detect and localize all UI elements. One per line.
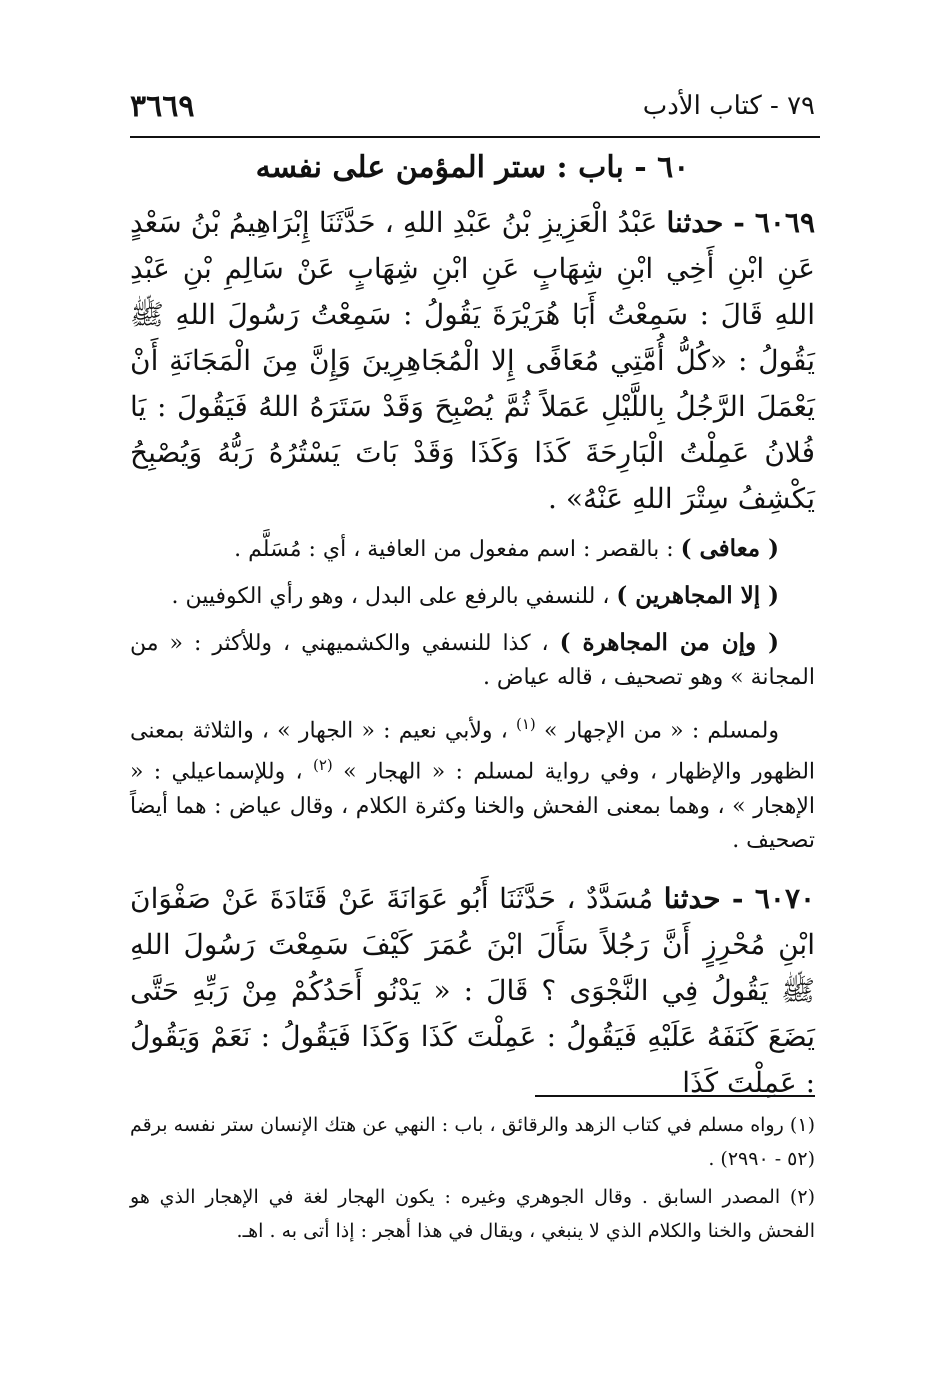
commentary-item	[130, 707, 815, 858]
hadith-6069-paragraph	[130, 200, 815, 522]
hadith-6070	[130, 876, 815, 1106]
commentary-term: ( وإن من المجاهرة )	[559, 629, 779, 656]
footnotes	[130, 1108, 815, 1252]
commentary-item	[130, 579, 815, 614]
commentary-term: ( إلا المجاهرين )	[616, 582, 779, 609]
hadith-6069	[130, 200, 815, 522]
page-header	[130, 86, 815, 126]
commentary	[130, 532, 815, 858]
commentary-text: : بالقصر : اسم مفعول من العافية ، أي : مُسَلَّم .	[234, 537, 681, 562]
commentary-text: ولمسلم : « من الإجهار »	[543, 718, 779, 744]
main-text	[130, 200, 815, 1106]
footnote-divider	[535, 1095, 815, 1097]
hadith-6069-text: عَبْدُ الْعَزِيزِ بْنُ عَبْدِ اللهِ ، حَدَّثَنَا إِبْرَاهِيمُ بْنُ سَعْدٍ عَنِ ابْنِ أَخِي ابْنِ شِهَابٍ عَنِ ابْنِ شِهَابٍ عَنْ سَالِمِ بْنِ عَبْدِ اللهِ قَالَ : سَمِعْتُ أَبَا هُرَيْرَةَ يَقُولُ : سَمِعْتُ رَسُولَ اللهِ ﷺ يَقُولُ : «كُلُّ أُمَّتِي مُعَافًى إِلا الْمُجَاهِرِينَ وَإِنَّ مِنَ الْمَجَانَةِ أَنْ يَعْمَلَ الرَّجُلُ بِاللَّيْلِ عَمَلاً ثُمَّ يُصْبِحَ وَقَدْ سَتَرَهُ اللهُ فَيَقُولَ : يَا فُلانُ عَمِلْتُ الْبَارِحَةَ كَذَا وَكَذَا وَقَدْ بَاتَ يَسْتُرُهُ رَبُّهُ وَيُصْبِحُ يَكْشِفُ سِتْرَ اللهِ عَنْهُ» .	[130, 206, 815, 515]
header-divider	[130, 136, 820, 138]
commentary-text: ، ولأبي نعيم : « الجهار » ، والثلاثة بمعنى الظهور والإظهار ، وفي رواية لمسلم : « الهجار »	[130, 718, 816, 785]
page-number: ٣٦٦٩	[130, 88, 195, 124]
commentary-text: ، للنسفي بالرفع على البدل ، وهو رأي الكوفيين .	[171, 584, 617, 609]
commentary-item	[130, 532, 815, 567]
hadith-6070-paragraph	[130, 876, 815, 1106]
commentary-text: ، وللإسماعيلي : « الإهجار » ، وهما بمعنى الفحش والخنا وكثرة الكلام ، وقال عياض : هما أيضاً تصحيف .	[130, 759, 815, 853]
chapter-heading: ٦٠ - باب : ستر المؤمن على نفسه	[255, 150, 690, 185]
hadith-6070-text: مُسَدَّدٌ ، حَدَّثَنَا أَبُو عَوَانَةَ عَنْ قَتَادَةَ عَنْ صَفْوَانَ ابْنِ مُحْرِزٍ أَنَّ رَجُلاً سَأَلَ ابْنَ عُمَرَ كَيْفَ سَمِعْتَ رَسُولَ اللهِ ﷺ يَقُولُ فِي النَّجْوَى ؟ قَالَ : « يَدْنُو أَحَدُكُمْ مِنْ رَبِّهِ حَتَّى يَضَعَ كَنَفَهُ عَلَيْهِ فَيَقُولُ : عَمِلْتَ كَذَا وَكَذَا فَيَقُولُ : نَعَمْ وَيَقُولُ : عَمِلْتَ كَذَا	[130, 881, 815, 1099]
footnote-ref-2[interactable]: (٢)	[313, 756, 333, 775]
hadith-6070-number: ٦٠٧٠ - حدثنا	[663, 881, 816, 915]
commentary-text: ، كذا للنسفي والكشميهني ، وللأكثر : « من المجانة » وهو تصحيف ، قاله عياض .	[130, 631, 815, 690]
commentary-item	[130, 626, 815, 695]
hadith-6069-number: ٦٠٦٩ - حدثنا	[666, 206, 815, 239]
running-title: ٧٩ - كتاب الأدب	[642, 91, 815, 121]
footnote-ref-1[interactable]: (١)	[515, 715, 536, 733]
commentary-term: ( معافى )	[680, 535, 779, 562]
footnote-1: (١) رواه مسلم في كتاب الزهد والرقائق ، باب : النهي عن هتك الإنسان ستر نفسه برقم (٥٢ - ٢٩٩٠) .	[130, 1114, 815, 1170]
footnote-2: (٢) المصدر السابق . وقال الجوهري وغيره : يكون الهجار لغة في الإهجار الذي هو الفحش والخنا والكلام الذي لا ينبغي ، ويقال في هذا أهجر : إذا أتى به . اهـ.	[130, 1186, 815, 1242]
